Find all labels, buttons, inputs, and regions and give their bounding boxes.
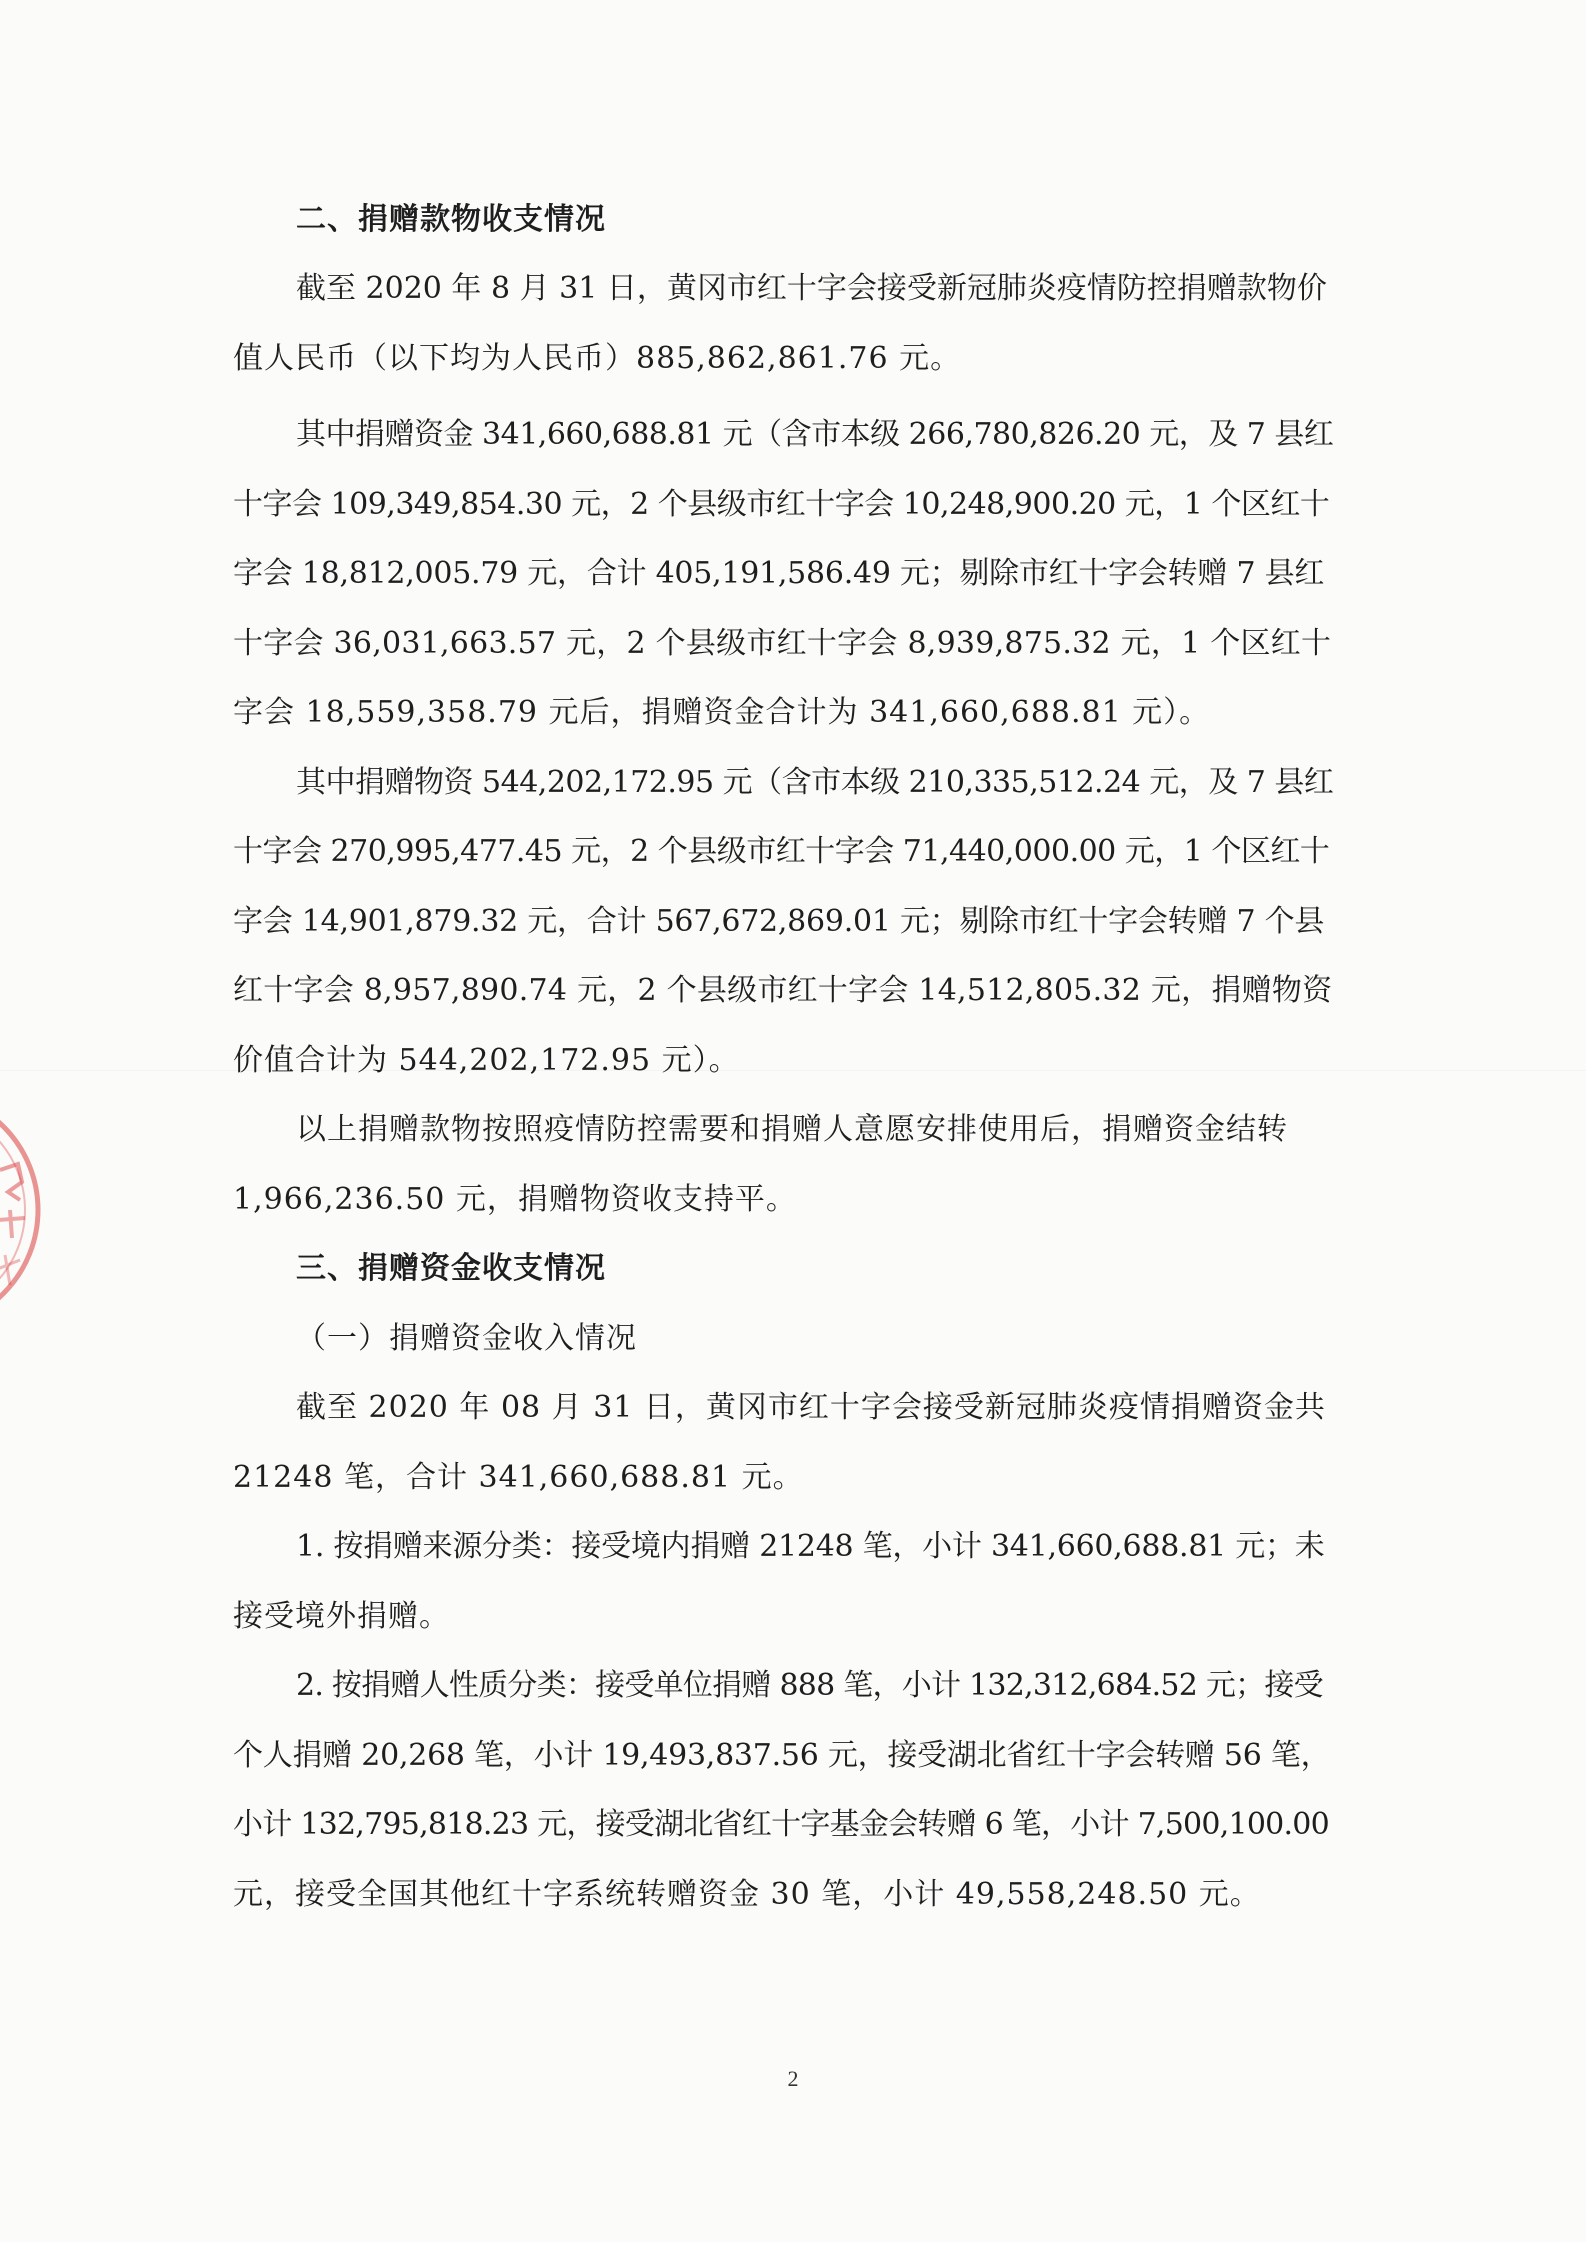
paragraph-line: 元，接受全国其他红十字系统转赠资金 30 笔，小计 49,558,248.50 元。: [233, 1877, 1261, 1912]
paragraph-line: 个人捐赠 20,268 笔，小计 19,493,837.56 元，接受湖北省红十字会转赠 56 笔，: [233, 1738, 1331, 1773]
paragraph-line: 字会 18,559,358.79 元后，捐赠资金合计为 341,660,688.81 元）。: [233, 695, 1211, 730]
paragraph-line: 价值合计为 544,202,172.95 元）。: [233, 1043, 740, 1078]
paragraph-line: 其中捐赠物资 544,202,172.95 元（含市本级 210,335,512.24 元，及 7 县红: [296, 765, 1334, 800]
paragraph-line: 小计 132,795,818.23 元，接受湖北省红十字基金会转赠 6 笔，小计 7,500,100.00: [233, 1807, 1329, 1842]
paragraph-line: 十字会 109,349,854.30 元，2 个县级市红十字会 10,248,900.20 元，1 个区红十: [233, 487, 1330, 522]
paragraph-line: 21248 笔，合计 341,660,688.81 元。: [233, 1460, 804, 1495]
paragraph-line: 截至 2020 年 08 月 31 日，黄冈市红十字会接受新冠肺炎疫情捐赠资金共: [296, 1390, 1326, 1425]
paragraph-line: 2. 按捐赠人性质分类：接受单位捐赠 888 笔，小计 132,312,684.52 元；接受: [296, 1668, 1323, 1703]
section-heading: 二、捐赠款物收支情况: [296, 202, 606, 237]
paragraph-line: 红十字会 8,957,890.74 元，2 个县级市红十字会 14,512,805.32 元，捐赠物资: [233, 973, 1333, 1008]
paragraph-line: 十字会 270,995,477.45 元，2 个县级市红十字会 71,440,000.00 元，1 个区红十: [233, 834, 1330, 869]
section-heading: 三、捐赠资金收支情况: [296, 1251, 606, 1286]
paragraph-line: 其中捐赠资金 341,660,688.81 元（含市本级 266,780,826.20 元，及 7 县红: [296, 417, 1334, 452]
paragraph-line: 接受境外捐赠。: [233, 1599, 450, 1634]
paragraph-line: 截至 2020 年 8 月 31 日，黄冈市红十字会接受新冠肺炎疫情防控捐赠款物价: [296, 271, 1327, 306]
subsection-heading: （一）捐赠资金收入情况: [296, 1321, 637, 1356]
red-seal-stamp: [0, 1060, 60, 1360]
paragraph-line: 字会 14,901,879.32 元，合计 567,672,869.01 元；剔除市红十字会转赠 7 个县: [233, 904, 1325, 939]
paragraph-line: 1. 按捐赠来源分类：接受境内捐赠 21248 笔，小计 341,660,688.81 元；未: [296, 1529, 1325, 1564]
paragraph-line: 十字会 36,031,663.57 元，2 个县级市红十字会 8,939,875.32 元，1 个区红十: [233, 626, 1332, 661]
paragraph-line: 值人民币（以下均为人民币）885,862,861.76 元。: [233, 341, 962, 376]
paragraph-line: 1,966,236.50 元，捐赠物资收支持平。: [233, 1182, 797, 1217]
paragraph-line: 字会 18,812,005.79 元，合计 405,191,586.49 元；剔除市红十字会转赠 7 县红: [233, 556, 1325, 591]
paragraph-line: 以上捐赠款物按照疫情防控需要和捐赠人意愿安排使用后，捐赠资金结转: [296, 1112, 1288, 1147]
page-number: 2: [787, 2066, 799, 2091]
